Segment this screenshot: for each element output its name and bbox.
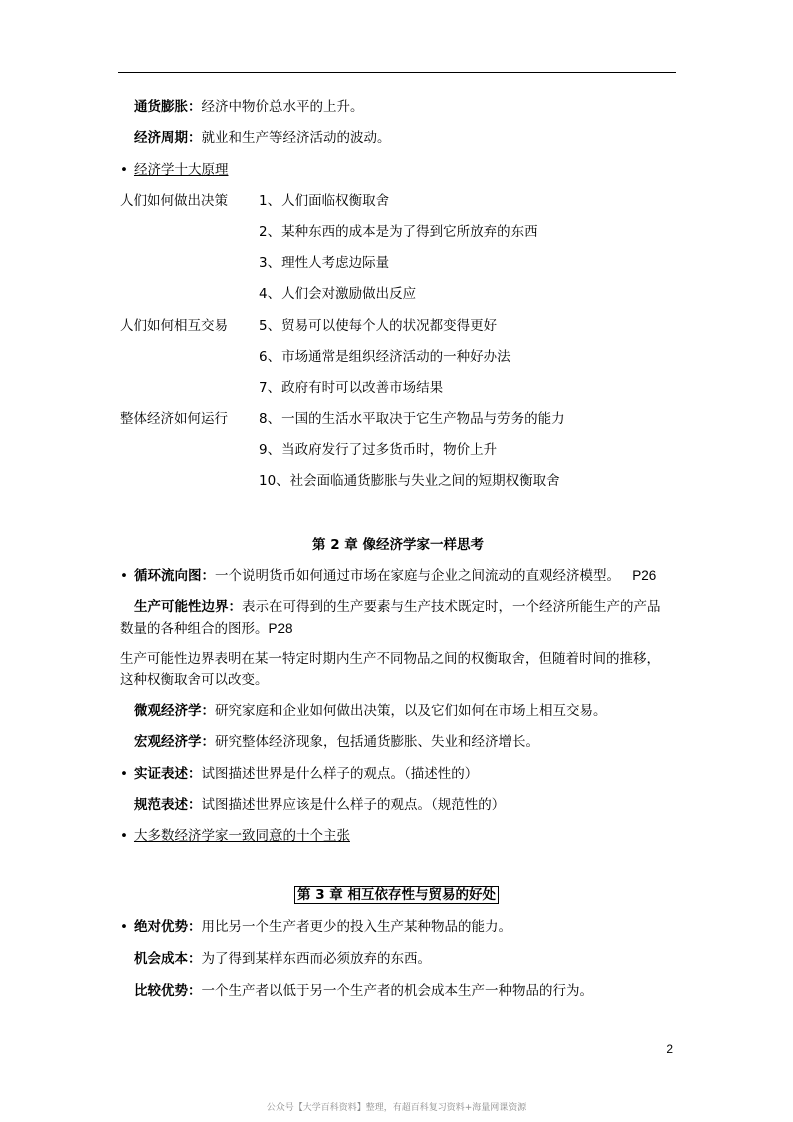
def-opportunity-cost	[134, 950, 431, 968]
definition: 经济中物价总水平的上升。	[201, 99, 364, 115]
header-rule	[118, 72, 676, 73]
principle-item: 5、贸易可以使每个人的状况都变得更好	[259, 318, 498, 334]
term: 绝对优势：	[133, 919, 202, 935]
footer-watermark: 公众号【大学百科资料】整理，有超百科复习资料+海量网课资源	[266, 1103, 527, 1113]
def-positive	[120, 765, 478, 783]
bullet-icon: •	[120, 828, 128, 844]
page-ref: P28	[268, 621, 293, 636]
def-macro	[134, 733, 539, 751]
definition: 研究家庭和企业如何做出决策，以及它们如何在市场上相互交易。	[215, 703, 607, 719]
consensus-heading	[120, 827, 350, 845]
def-comparative-advantage	[134, 982, 593, 1000]
term: 实证表述：	[133, 766, 202, 782]
principle-item: 9、当政府发行了过多货币时，物价上升	[259, 442, 498, 458]
def-micro	[134, 702, 607, 720]
term: 微观经济学：	[134, 703, 215, 719]
chapter3-title	[294, 886, 499, 904]
ppf-note-cont: 这种权衡取舍可以改变。	[120, 672, 269, 688]
bullet-icon: •	[120, 568, 128, 584]
group-label: 人们如何相互交易	[120, 318, 228, 334]
definition: 就业和生产等经济活动的波动。	[201, 130, 391, 146]
principles-heading	[120, 161, 228, 179]
term: 机会成本：	[134, 951, 202, 967]
definition: 一个说明货币如何通过市场在家庭与企业之间流动的直观经济模型。	[214, 568, 620, 584]
principle-item: 10、社会面临通货膨胀与失业之间的短期权衡取舍	[259, 473, 560, 489]
principles-title: 经济学十大原理	[133, 162, 229, 178]
term: 循环流向图：	[133, 568, 215, 584]
bullet-icon: •	[120, 766, 128, 782]
definition: 表示在可得到的生产要素与生产技术既定时，一个经济所能生产的产品	[242, 599, 661, 615]
def-circular-flow	[120, 567, 656, 585]
bullet-icon: •	[120, 162, 128, 178]
principle-item: 6、市场通常是组织经济活动的一种好办法	[259, 349, 511, 365]
principle-item: 7、政府有时可以改善市场结果	[259, 380, 444, 396]
term: 比较优势：	[134, 983, 202, 999]
bullet-icon: •	[120, 919, 128, 935]
def-ppf	[134, 598, 661, 616]
principle-item: 1、人们面临权衡取舍	[259, 193, 390, 209]
def-absolute-advantage	[120, 918, 512, 936]
principle-item: 3、理性人考虑边际量	[259, 255, 390, 271]
def-ppf-cont	[120, 620, 293, 638]
def-cycle	[134, 129, 391, 147]
definition: 数量的各种组合的图形。	[120, 621, 269, 637]
chapter3-title-text: 第 3 章 相互依存性与贸易的好处	[294, 886, 499, 904]
definition: 试图描述世界是什么样子的观点。（描述性的）	[201, 766, 479, 782]
term: 经济周期：	[134, 130, 202, 146]
definition: 试图描述世界应该是什么样子的观点。（规范性的）	[201, 797, 506, 813]
ppf-note: 生产可能性边界表明在某一特定时期内生产不同物品之间的权衡取舍，但随着时间的推移，	[120, 651, 660, 667]
term: 规范表述：	[134, 797, 202, 813]
chapter2-title: 第 2 章 像经济学家一样思考	[312, 537, 484, 553]
principle-item: 4、人们会对激励做出反应	[259, 286, 417, 302]
principle-item: 8、一国的生活水平取决于它生产物品与劳务的能力	[259, 411, 565, 427]
definition: 为了得到某样东西而必须放弃的东西。	[201, 951, 431, 967]
definition: 一个生产者以低于另一个生产者的机会成本生产一种物品的行为。	[201, 983, 593, 999]
def-normative	[134, 796, 505, 814]
term: 生产可能性边界：	[134, 599, 242, 615]
term: 宏观经济学：	[134, 734, 215, 750]
group-label: 整体经济如何运行	[120, 411, 228, 427]
definition: 研究整体经济现象，包括通货膨胀、失业和经济增长。	[215, 734, 539, 750]
def-inflation	[134, 98, 364, 116]
definition: 用比另一个生产者更少的投入生产某种物品的能力。	[201, 919, 512, 935]
page-ref: P26	[632, 568, 657, 583]
group-label: 人们如何做出决策	[120, 193, 228, 209]
term: 通货膨胀：	[134, 99, 202, 115]
principle-item: 2、某种东西的成本是为了得到它所放弃的东西	[259, 224, 538, 240]
page-number: 2	[666, 1042, 673, 1056]
consensus-title: 大多数经济学家一致同意的十个主张	[133, 828, 350, 844]
